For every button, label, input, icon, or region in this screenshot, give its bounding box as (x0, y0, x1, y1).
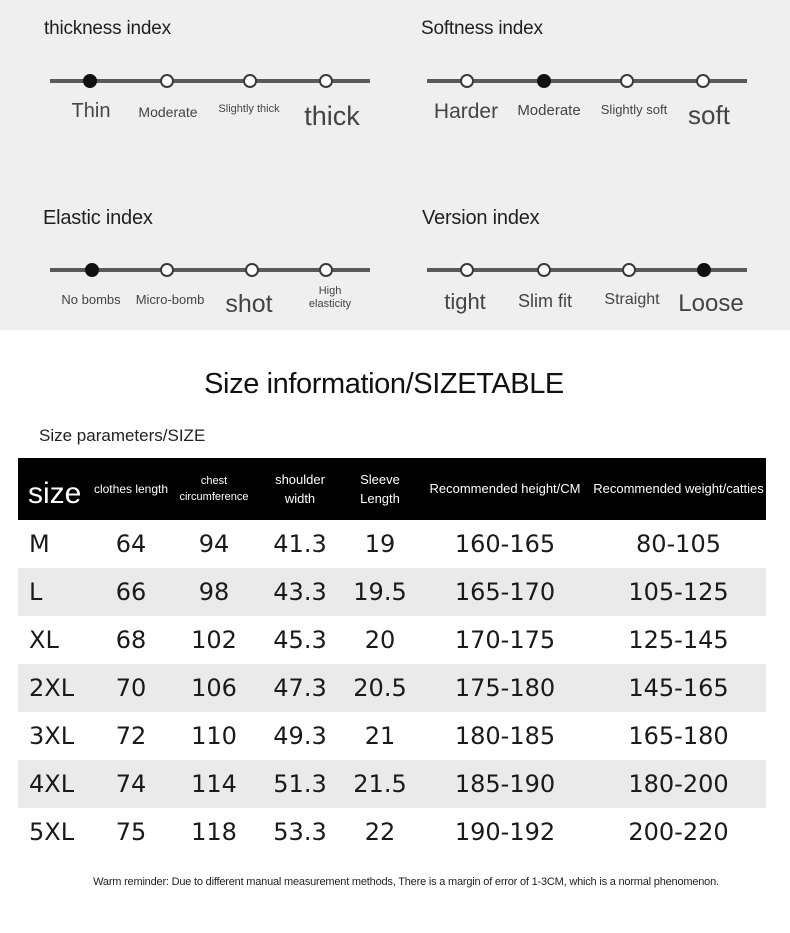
softness-dot-4 (696, 74, 710, 88)
cell-height: 180-185 (454, 722, 556, 750)
softness-option-4: soft (688, 100, 730, 130)
elastic-index (43, 207, 383, 357)
cell-shoulder-width: 47.3 (259, 664, 341, 712)
cell-size: 2XL (18, 664, 93, 712)
table-row (18, 712, 766, 760)
cell-clothes-length: 75 (115, 818, 147, 846)
cell-shoulder-width: 53.3 (273, 818, 327, 846)
thickness-dot-3 (243, 74, 257, 88)
cell-shoulder-width: 43.3 (259, 568, 341, 616)
cell-clothes-length: 66 (93, 568, 169, 616)
cell-size: L (18, 568, 93, 616)
version-index-title: Version index (422, 207, 540, 229)
cell-sleeve-length: 21.5 (341, 760, 419, 808)
size-table (18, 458, 766, 856)
header-recommended-height: Recommended height/CM (419, 458, 591, 520)
cell-weight: 180-200 (591, 760, 766, 808)
softness-dot-2 (537, 74, 551, 88)
elastic-option-3: shot (225, 290, 273, 318)
thickness-dot-2 (160, 74, 174, 88)
elastic-dot-4 (319, 263, 333, 277)
table-row (18, 520, 766, 568)
cell-sleeve-length: 19 (364, 530, 396, 558)
version-dot-3 (622, 263, 636, 277)
cell-sleeve-length: 21 (364, 722, 396, 750)
header-shoulder-width: shoulder width (259, 458, 341, 520)
thickness-dot-4 (319, 74, 333, 88)
header-sleeve-length: Sleeve Length (341, 458, 419, 520)
header-size: size (18, 458, 93, 520)
cell-weight: 80-105 (635, 530, 721, 558)
elastic-dot-1 (85, 263, 99, 277)
softness-dot-1 (460, 74, 474, 88)
elastic-option-1: No bombs (61, 292, 121, 307)
cell-chest: 98 (169, 568, 259, 616)
table-row (18, 760, 766, 808)
thickness-index-title: thickness index (44, 18, 171, 39)
table-row (18, 616, 766, 664)
product-index-panel (0, 0, 790, 330)
thickness-option-1: Thin (71, 100, 111, 122)
table-row (18, 808, 766, 856)
cell-chest: 94 (198, 530, 230, 558)
version-dot-2 (537, 263, 551, 277)
cell-chest: 110 (191, 722, 237, 750)
cell-clothes-length: 74 (93, 760, 169, 808)
cell-sleeve-length: 19.5 (341, 568, 419, 616)
cell-size: XL (29, 626, 59, 654)
softness-dot-3 (620, 74, 634, 88)
cell-weight: 200-220 (628, 818, 729, 846)
version-dot-4 (697, 263, 711, 277)
softness-option-2: Moderate (517, 102, 581, 119)
cell-weight: 165-180 (628, 722, 729, 750)
table-row (18, 568, 766, 616)
cell-shoulder-width: 51.3 (259, 760, 341, 808)
cell-height: 175-180 (419, 664, 591, 712)
cell-height: 185-190 (419, 760, 591, 808)
header-chest-circumference: chest circumference (169, 458, 259, 520)
cell-chest: 102 (191, 626, 237, 654)
cell-size: M (29, 530, 50, 558)
cell-size: 4XL (18, 760, 93, 808)
cell-shoulder-width: 45.3 (273, 626, 327, 654)
size-table-title: Size information/SIZETABLE (204, 368, 564, 400)
elastic-index-title: Elastic index (43, 207, 153, 229)
version-option-3: Straight (604, 291, 660, 308)
version-dot-1 (460, 263, 474, 277)
cell-shoulder-width: 49.3 (273, 722, 327, 750)
cell-height: 170-175 (454, 626, 556, 654)
thickness-option-4: thick (304, 101, 360, 131)
version-option-2: Slim fit (518, 291, 572, 311)
cell-clothes-length: 64 (115, 530, 147, 558)
elastic-option-2: Micro-bomb (135, 292, 205, 307)
elastic-dot-3 (245, 263, 259, 277)
softness-option-1: Harder (433, 100, 499, 123)
cell-clothes-length: 68 (115, 626, 147, 654)
softness-option-3: Slightly soft (600, 102, 668, 117)
cell-chest: 114 (169, 760, 259, 808)
footer-note (0, 876, 790, 888)
cell-clothes-length: 70 (93, 664, 169, 712)
cell-height: 165-170 (419, 568, 591, 616)
cell-height: 190-192 (454, 818, 556, 846)
thickness-dot-1 (83, 74, 97, 88)
cell-size: 5XL (29, 818, 75, 846)
version-option-4: Loose (678, 290, 744, 317)
elastic-option-4: High elasticity (308, 285, 352, 310)
thickness-option-3: Slightly thick (218, 103, 280, 115)
cell-size: 3XL (29, 722, 75, 750)
cell-weight: 105-125 (591, 568, 766, 616)
cell-chest: 106 (169, 664, 259, 712)
cell-weight: 145-165 (591, 664, 766, 712)
version-index (422, 207, 762, 357)
cell-sleeve-length: 20.5 (341, 664, 419, 712)
cell-sleeve-length: 22 (364, 818, 396, 846)
softness-index (421, 18, 761, 168)
cell-height: 160-165 (454, 530, 556, 558)
version-option-1: tight (444, 289, 486, 314)
cell-chest: 118 (191, 818, 237, 846)
footer-note-part2: There is a margin of error of 1-3CM, which is a normal phenomenon. (398, 876, 719, 888)
header-clothes-length: clothes length (93, 458, 169, 520)
softness-index-title: Softness index (421, 18, 543, 39)
header-recommended-weight: Recommended weight/catties (591, 458, 766, 520)
cell-clothes-length: 72 (115, 722, 147, 750)
size-table-header-row (18, 458, 766, 520)
size-table-subtitle: Size parameters/SIZE (39, 426, 206, 445)
cell-weight: 125-145 (628, 626, 729, 654)
cell-shoulder-width: 41.3 (273, 530, 327, 558)
thickness-option-2: Moderate (138, 104, 198, 120)
footer-note-part1: Warm reminder: Due to different manual measurement methods, (93, 876, 396, 888)
thickness-index (44, 18, 384, 168)
table-row (18, 664, 766, 712)
elastic-dot-2 (160, 263, 174, 277)
cell-sleeve-length: 20 (364, 626, 396, 654)
